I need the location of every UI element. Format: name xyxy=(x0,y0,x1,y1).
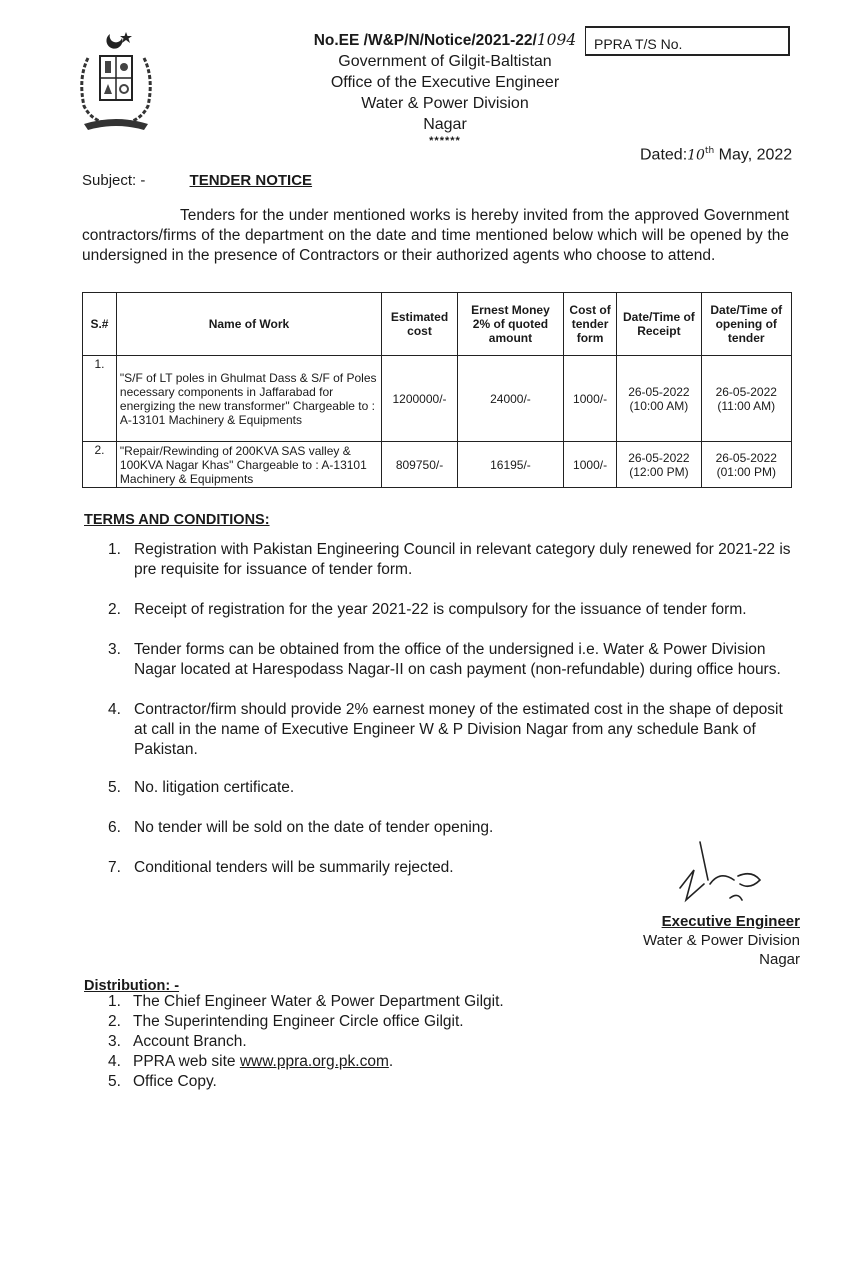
term-text: No tender will be sold on the date of tender opening. xyxy=(134,819,494,836)
dist-text: Account Branch. xyxy=(133,1033,247,1050)
term-number: 7. xyxy=(108,859,121,876)
cell-receipt xyxy=(617,356,701,442)
header-sno: S.# xyxy=(83,293,117,356)
date-suffix: th xyxy=(704,146,715,156)
cell-name: "Repair/Rewinding of 200KVA SAS valley & 100KVA Nagar Khas" Chargeable to : A-13101 Machinery & Equipments xyxy=(116,442,381,488)
cell-cost: 1200000/- xyxy=(382,356,458,442)
distribution-item xyxy=(108,1072,504,1092)
distribution-item xyxy=(108,1052,504,1072)
receipt-time: (10:00 AM) xyxy=(629,398,689,413)
intro-paragraph xyxy=(82,206,789,266)
handwritten-ref: 1094 xyxy=(536,31,577,49)
distribution-item xyxy=(108,1032,504,1052)
term-number: 6. xyxy=(108,819,121,836)
stars-divider: ****** xyxy=(429,135,461,147)
term-text: Registration with Pakistan Engineering Council in relevant category duly renewed for 2021-22 is pre requisite for issuance of tender form. xyxy=(134,541,791,578)
dist-text: Office Copy. xyxy=(133,1073,217,1090)
cell-form-cost: 1000/- xyxy=(563,356,616,442)
distribution-item xyxy=(108,992,504,1012)
header-name: Name of Work xyxy=(116,293,381,356)
cell-form-cost: 1000/- xyxy=(563,442,616,488)
term-number: 3. xyxy=(108,641,121,658)
cell-cost: 809750/- xyxy=(382,442,458,488)
subject-label: Subject: - xyxy=(82,172,146,189)
receipt-time: (12:00 PM) xyxy=(629,464,689,479)
header-opening: Date/Time of opening of tender xyxy=(701,293,791,356)
dist-text: The Chief Engineer Water & Power Department Gilgit. xyxy=(133,993,504,1010)
term-item xyxy=(108,818,798,838)
signatory-title: Executive Engineer xyxy=(661,913,800,930)
cell-opening xyxy=(701,356,791,442)
dist-text: The Superintending Engineer Circle office Gilgit. xyxy=(133,1013,464,1030)
terms-heading: TERMS AND CONDITIONS: xyxy=(84,512,270,528)
subject-title: TENDER NOTICE xyxy=(189,172,313,189)
date-label: Dated: xyxy=(640,146,688,164)
dist-text-after: . xyxy=(388,1053,394,1070)
intro-text: Tenders for the under mentioned works is hereby invited from the approved Government contractors/firms of the department on the date and time mentioned below which will be opened by the undersigned in the presence of Contractors or their authorized agents who choose to attend. xyxy=(82,207,789,264)
header-receipt: Date/Time of Receipt xyxy=(617,293,701,356)
receipt-date: 26-05-2022 xyxy=(628,450,690,465)
date-day: 10 xyxy=(687,147,705,164)
date-rest: May, 2022 xyxy=(718,146,793,164)
terms-list xyxy=(108,540,798,878)
term-number: 2. xyxy=(108,601,121,618)
term-text: Conditional tenders will be summarily rejected. xyxy=(134,859,454,876)
signatory-place: Nagar xyxy=(759,951,800,968)
term-number: 4. xyxy=(108,701,121,718)
dist-number: 2. xyxy=(108,1013,121,1030)
signature-mark xyxy=(660,840,770,920)
cell-earnest: 16195/- xyxy=(458,442,564,488)
term-text: Contractor/firm should provide 2% earnest money of the estimated cost in the shape of deposit at call in the name of Executive Engineer W & P Division Nagar from any schedule Bank of Pakistan. xyxy=(134,701,783,758)
ppra-box: PPRA T/S No. xyxy=(585,26,790,56)
term-text: Receipt of registration for the year 2021-22 is compulsory for the issuance of tender form. xyxy=(134,601,747,618)
opening-date: 26-05-2022 xyxy=(715,384,777,399)
term-item xyxy=(108,640,798,680)
opening-date: 26-05-2022 xyxy=(715,450,777,465)
letterhead xyxy=(300,30,590,147)
date-line xyxy=(640,146,792,164)
signature-block xyxy=(600,912,800,969)
dist-number: 5. xyxy=(108,1073,121,1090)
reference-number: No.EE /W&P/N/Notice/2021-22/1094 xyxy=(313,31,577,49)
term-item xyxy=(108,600,798,620)
division-name: Water & Power Division xyxy=(361,95,529,112)
dist-number: 1. xyxy=(108,993,121,1010)
cell-earnest: 24000/- xyxy=(458,356,564,442)
dist-number: 3. xyxy=(108,1033,121,1050)
header-cost: Estimated cost xyxy=(382,293,458,356)
term-number: 5. xyxy=(108,779,121,796)
term-text: Tender forms can be obtained from the office of the undersigned i.e. Water & Power Division Nagar located at Harespodass Nagar-II on cash payment (non-refundable) during office hours. xyxy=(134,641,781,678)
ppra-website-link[interactable]: www.ppra.org.pk.com xyxy=(239,1053,389,1070)
cell-receipt xyxy=(617,442,701,488)
dist-number: 4. xyxy=(108,1053,121,1070)
cell-opening xyxy=(701,442,791,488)
office-name: Office of the Executive Engineer xyxy=(330,74,560,91)
opening-time: (01:00 PM) xyxy=(716,464,776,479)
subject-line xyxy=(82,172,312,189)
cell-name: "S/F of LT poles in Ghulmat Dass & S/F of Poles necessary components in Jaffarabad for energizing the new transformer" Chargeable to : A-13101 Machinery & Equipments xyxy=(116,356,381,442)
tender-table xyxy=(82,292,792,488)
opening-time: (11:00 AM) xyxy=(717,398,776,413)
table-row xyxy=(83,356,792,442)
term-number: 1. xyxy=(108,541,121,558)
term-text: No. litigation certificate. xyxy=(134,779,295,796)
table-header-row xyxy=(83,293,792,356)
government-name: Government of Gilgit-Baltistan xyxy=(338,53,552,70)
header-earnest: Ernest Money 2% of quoted amount xyxy=(458,293,564,356)
government-emblem xyxy=(70,28,162,138)
distribution-heading: Distribution: - xyxy=(84,978,180,994)
receipt-date: 26-05-2022 xyxy=(628,384,690,399)
header-form-cost: Cost of tender form xyxy=(563,293,616,356)
signatory-division: Water & Power Division xyxy=(643,932,800,949)
distribution-list xyxy=(108,992,504,1092)
distribution-item xyxy=(108,1012,504,1032)
term-item xyxy=(108,540,798,580)
place-name: Nagar xyxy=(423,116,467,133)
term-item xyxy=(108,700,798,760)
dist-text: PPRA web site xyxy=(133,1053,240,1070)
cell-sno: 2. xyxy=(83,442,117,488)
term-item xyxy=(108,778,798,798)
cell-sno: 1. xyxy=(83,356,117,442)
table-row xyxy=(83,442,792,488)
